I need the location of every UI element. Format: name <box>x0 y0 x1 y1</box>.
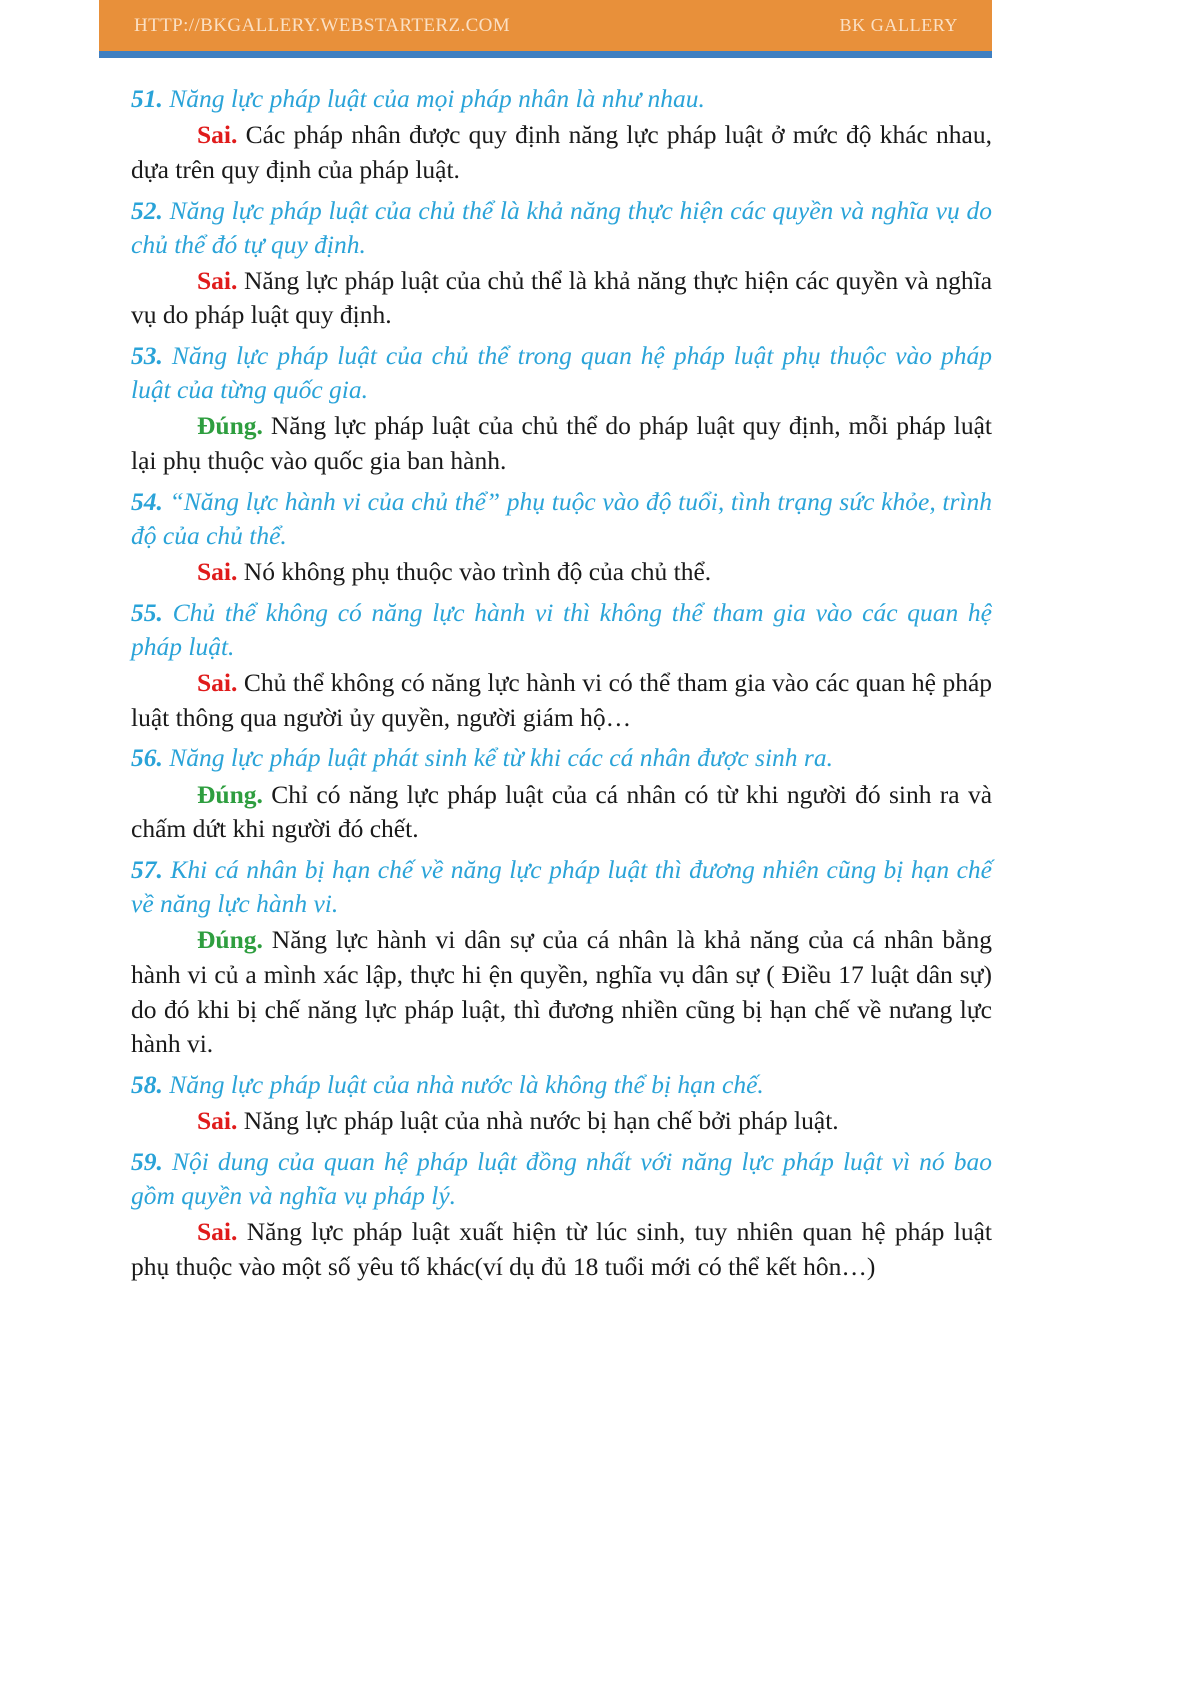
qa-block <box>131 485 992 590</box>
document-content <box>131 82 992 1290</box>
verdict-label: Sai. <box>197 557 238 587</box>
question-text: Nội dung của quan hệ pháp luật đồng nhất với năng lực pháp luật vì nó bao gồm quyền và nghĩa vụ pháp lý. <box>131 1146 992 1210</box>
question-number: 51. <box>131 84 163 113</box>
question-text: Năng lực pháp luật của chủ thể là khả năng thực hiện các quyền và nghĩa vụ do chủ thể đó tự quy định. <box>131 195 992 259</box>
answer-line <box>131 666 992 735</box>
answer-text: Năng lực pháp luật của nhà nước bị hạn chế bởi pháp luật. <box>243 1106 839 1136</box>
question-line <box>131 339 992 407</box>
answer-line <box>131 778 992 847</box>
answer-text: Năng lực hành vi dân sự của cá nhân là khả năng của cá nhân bằng hành vi củ a mình xác lập, thực hi ện quyền, nghĩa vụ dân sự ( Điều 17 luật dân sự) do đó khi bị chế năng lực pháp luật, thì đương nhiền cũng bị hạn chế về nưang lực hành vi. <box>131 925 992 1059</box>
question-number: 57. <box>131 854 163 884</box>
question-line <box>131 194 992 262</box>
question-line <box>131 853 992 921</box>
question-number: 56. <box>131 743 163 773</box>
qa-block <box>131 1068 992 1139</box>
verdict-label: Đúng. <box>197 411 263 441</box>
question-number: 52. <box>131 195 163 225</box>
answer-line <box>131 1104 992 1139</box>
answer-line <box>131 118 992 187</box>
header-brand: BK GALLERY <box>839 15 958 35</box>
question-text: Chủ thể không có năng lực hành vi thì không thể tham gia vào các quan hệ pháp luật. <box>131 597 992 661</box>
question-line <box>131 741 992 775</box>
verdict-label: Sai. <box>197 1106 238 1136</box>
question-text: “Năng lực hành vi của chủ thể” phụ tuộc vào độ tuổi, tình trạng sức khỏe, trình độ của chủ thể. <box>131 486 993 550</box>
answer-line <box>131 923 992 1062</box>
answer-line <box>131 555 992 590</box>
qa-list <box>131 82 992 1284</box>
question-line <box>131 596 992 664</box>
verdict-label: Đúng. <box>197 779 263 809</box>
question-number: 54. <box>131 486 163 516</box>
question-number: 58. <box>131 1069 163 1099</box>
answer-text: Năng lực pháp luật của chủ thể là khả năng thực hiện các quyền và nghĩa vụ do pháp luật quy định. <box>131 265 993 330</box>
qa-block <box>131 339 992 479</box>
answer-text: Năng lực pháp luật của chủ thể do pháp luật quy định, mỗi pháp luật lại phụ thuộc vào quốc gia ban hành. <box>131 411 992 476</box>
qa-block <box>131 1145 992 1285</box>
answer-text: Các pháp nhân được quy định năng lực pháp luật ở mức độ khác nhau, dựa trên quy định của pháp luật. <box>131 120 993 184</box>
answer-text: Chỉ có năng lực pháp luật của cá nhân có từ khi người đó sinh ra và chấm dứt khi người đó chết. <box>131 779 993 844</box>
answer-text: Năng lực pháp luật xuất hiện từ lúc sinh, tuy nhiên quan hệ pháp luật phụ thuộc vào một số yêu tố khác(ví dụ đủ 18 tuổi mới có thể kết hôn…) <box>131 1217 992 1281</box>
answer-line <box>131 264 992 333</box>
header-url: HTTP://BKGALLERY.WEBSTARTERZ.COM <box>134 14 511 36</box>
answer-text: Chủ thể không có năng lực hành vi có thể tham gia vào các quan hệ pháp luật thông qua người ủy quyền, người giám hộ… <box>131 668 993 732</box>
verdict-label: Sai. <box>197 265 238 295</box>
verdict-label: Sai. <box>197 668 238 698</box>
question-number: 59. <box>131 1146 163 1176</box>
qa-block <box>131 82 992 188</box>
question-text: Năng lực pháp luật phát sinh kể từ khi các cá nhân được sinh ra. <box>169 743 833 773</box>
qa-block <box>131 853 992 1062</box>
header-underline <box>99 51 992 58</box>
question-line <box>131 1145 992 1213</box>
page-header-band <box>99 0 992 51</box>
question-text: Năng lực pháp luật của mọi pháp nhân là như nhau. <box>169 84 705 113</box>
question-line <box>131 82 992 116</box>
question-number: 53. <box>131 341 163 371</box>
verdict-label: Sai. <box>197 120 238 150</box>
question-text: Năng lực pháp luật của chủ thể trong quan hệ pháp luật phụ thuộc vào pháp luật của từng quốc gia. <box>131 341 992 405</box>
answer-line <box>131 1215 992 1284</box>
qa-block <box>131 741 992 847</box>
qa-block <box>131 596 992 736</box>
question-text: Năng lực pháp luật của nhà nước là không thể bị hạn chế. <box>169 1069 764 1099</box>
verdict-label: Sai. <box>197 1217 238 1247</box>
question-line <box>131 1068 992 1102</box>
question-text: Khi cá nhân bị hạn chế về năng lực pháp luật thì đương nhiên cũng bị hạn chế về năng lực hành vi. <box>131 854 993 919</box>
page-footer <box>0 1673 1191 1685</box>
question-line <box>131 485 992 553</box>
question-number: 55. <box>131 597 163 627</box>
answer-line <box>131 409 992 478</box>
verdict-label: Đúng. <box>197 925 263 955</box>
answer-text: Nó không phụ thuộc vào trình độ của chủ thể. <box>243 557 712 587</box>
qa-block <box>131 194 992 334</box>
